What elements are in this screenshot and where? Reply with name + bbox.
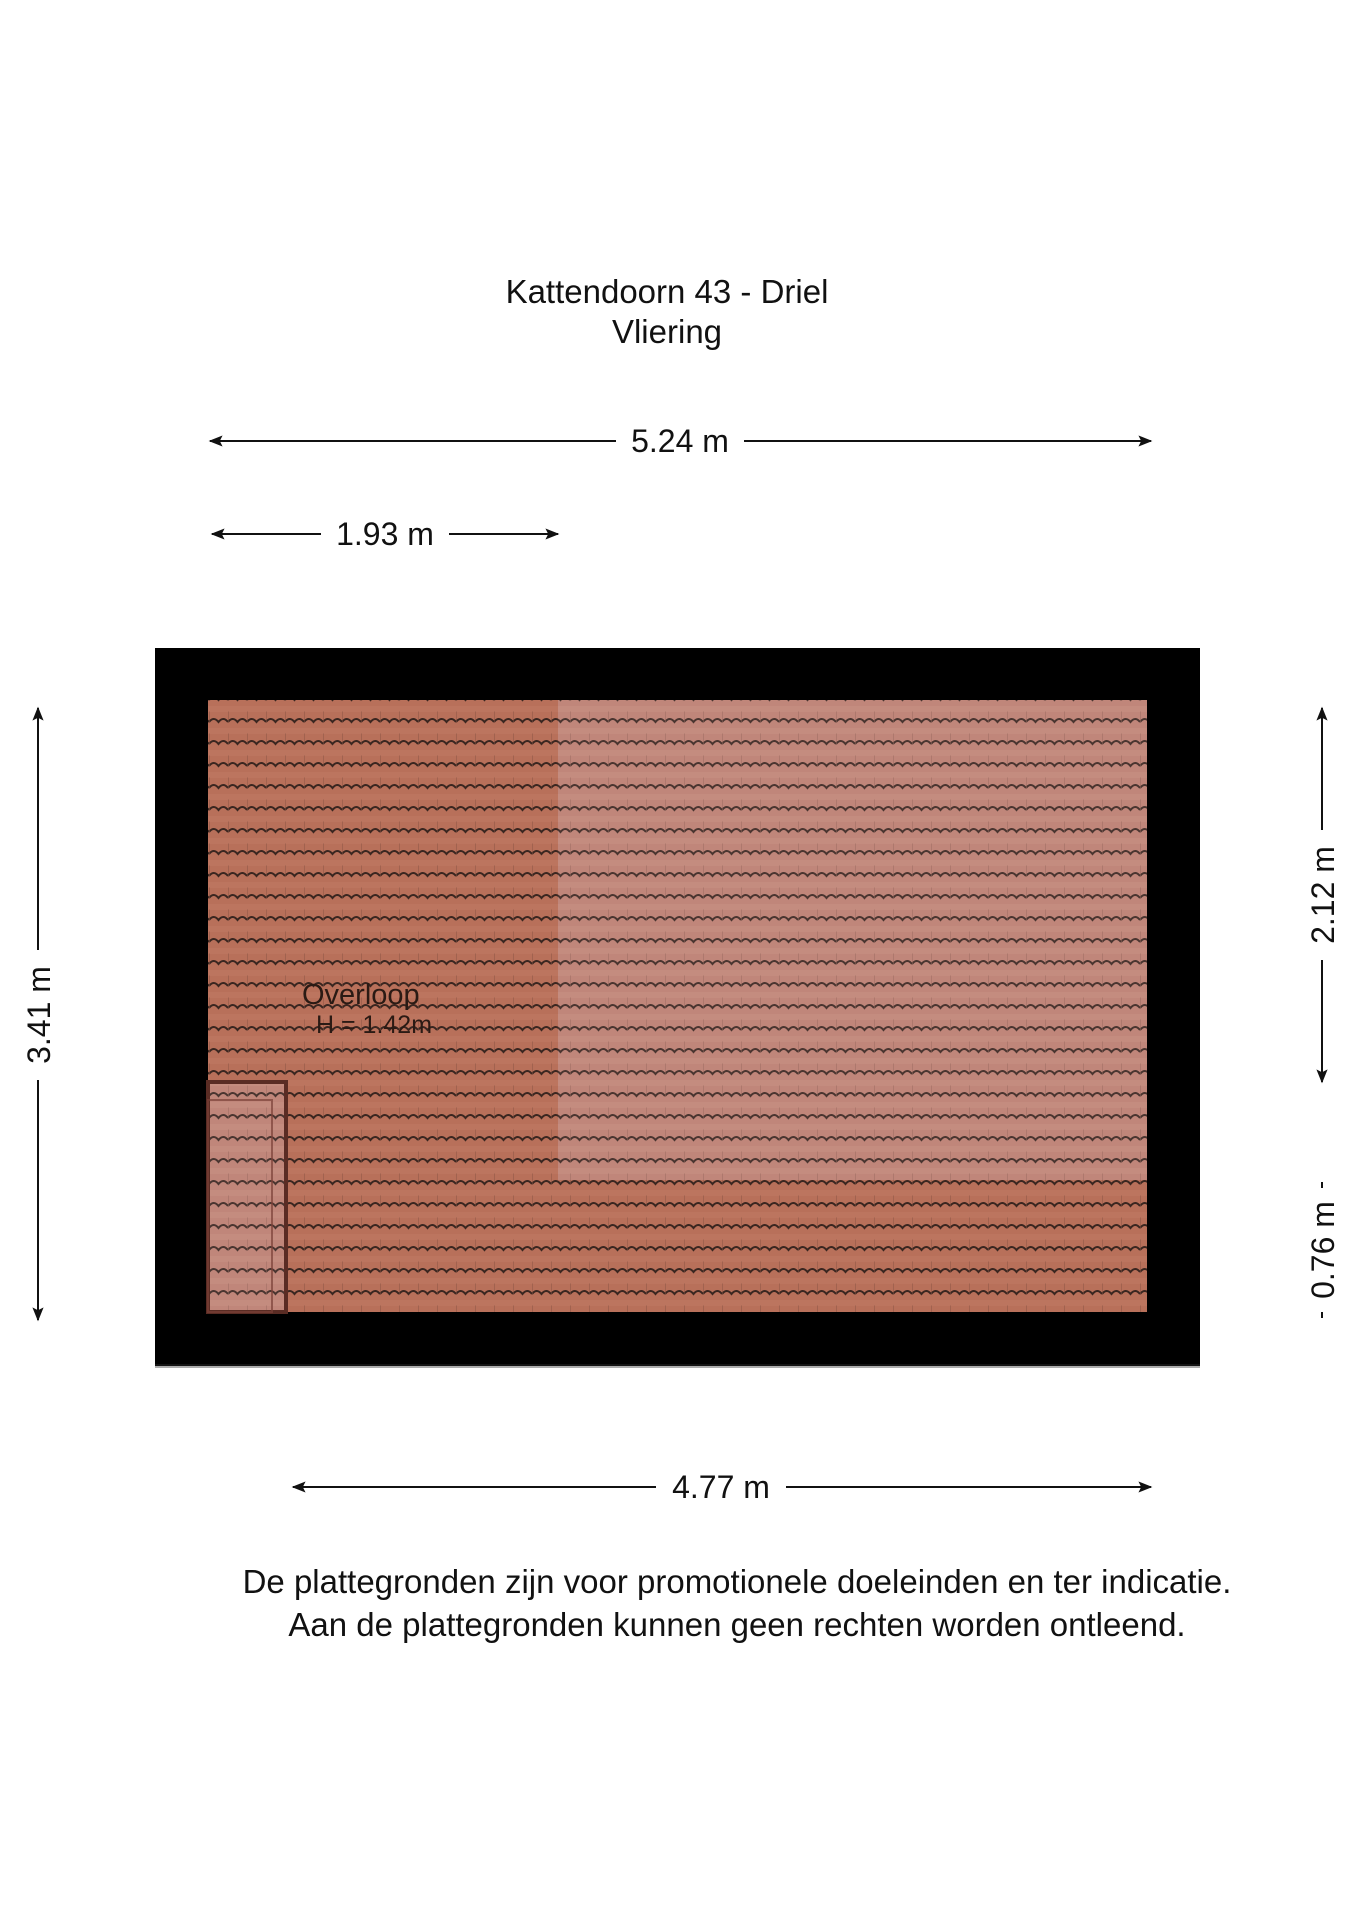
dimension-top-partial xyxy=(212,516,558,552)
room-height: H = 1.42m xyxy=(316,1011,433,1039)
disclaimer xyxy=(0,1560,1358,1646)
floor-title: Vliering xyxy=(611,313,723,350)
dimension-label-top-total: 5.24 m xyxy=(631,423,729,459)
disclaimer-line-1: De plattegronden zijn voor promotionele doeleinden en ter indicatie. xyxy=(242,1563,1232,1600)
dimension-label-right-upper: 2.12 m xyxy=(1305,846,1341,944)
dimension-label-bottom-width: 4.77 m xyxy=(672,1469,770,1505)
room-name: Overloop xyxy=(302,979,420,1011)
dimension-label-right-lower: 0.76 m xyxy=(1305,1201,1341,1299)
dimension-label-left-height: 3.41 m xyxy=(21,966,57,1064)
dimension-right-upper xyxy=(1305,708,1341,1082)
roof-tiles-right-upper xyxy=(558,700,1147,1180)
address-title: Kattendoorn 43 - Driel xyxy=(505,273,829,310)
dimension-label-top-partial: 1.93 m xyxy=(336,516,434,552)
dimension-top-total xyxy=(210,423,1151,459)
roof-tiles-right-lower xyxy=(558,1180,1147,1312)
dimension-right-lower xyxy=(1305,1182,1341,1318)
dimension-left-height xyxy=(21,708,57,1320)
stair-hatch xyxy=(208,1082,286,1312)
dimension-bottom-width xyxy=(293,1469,1151,1505)
disclaimer-line-2: Aan de plattegronden kunnen geen rechten worden ontleend. xyxy=(288,1606,1186,1643)
